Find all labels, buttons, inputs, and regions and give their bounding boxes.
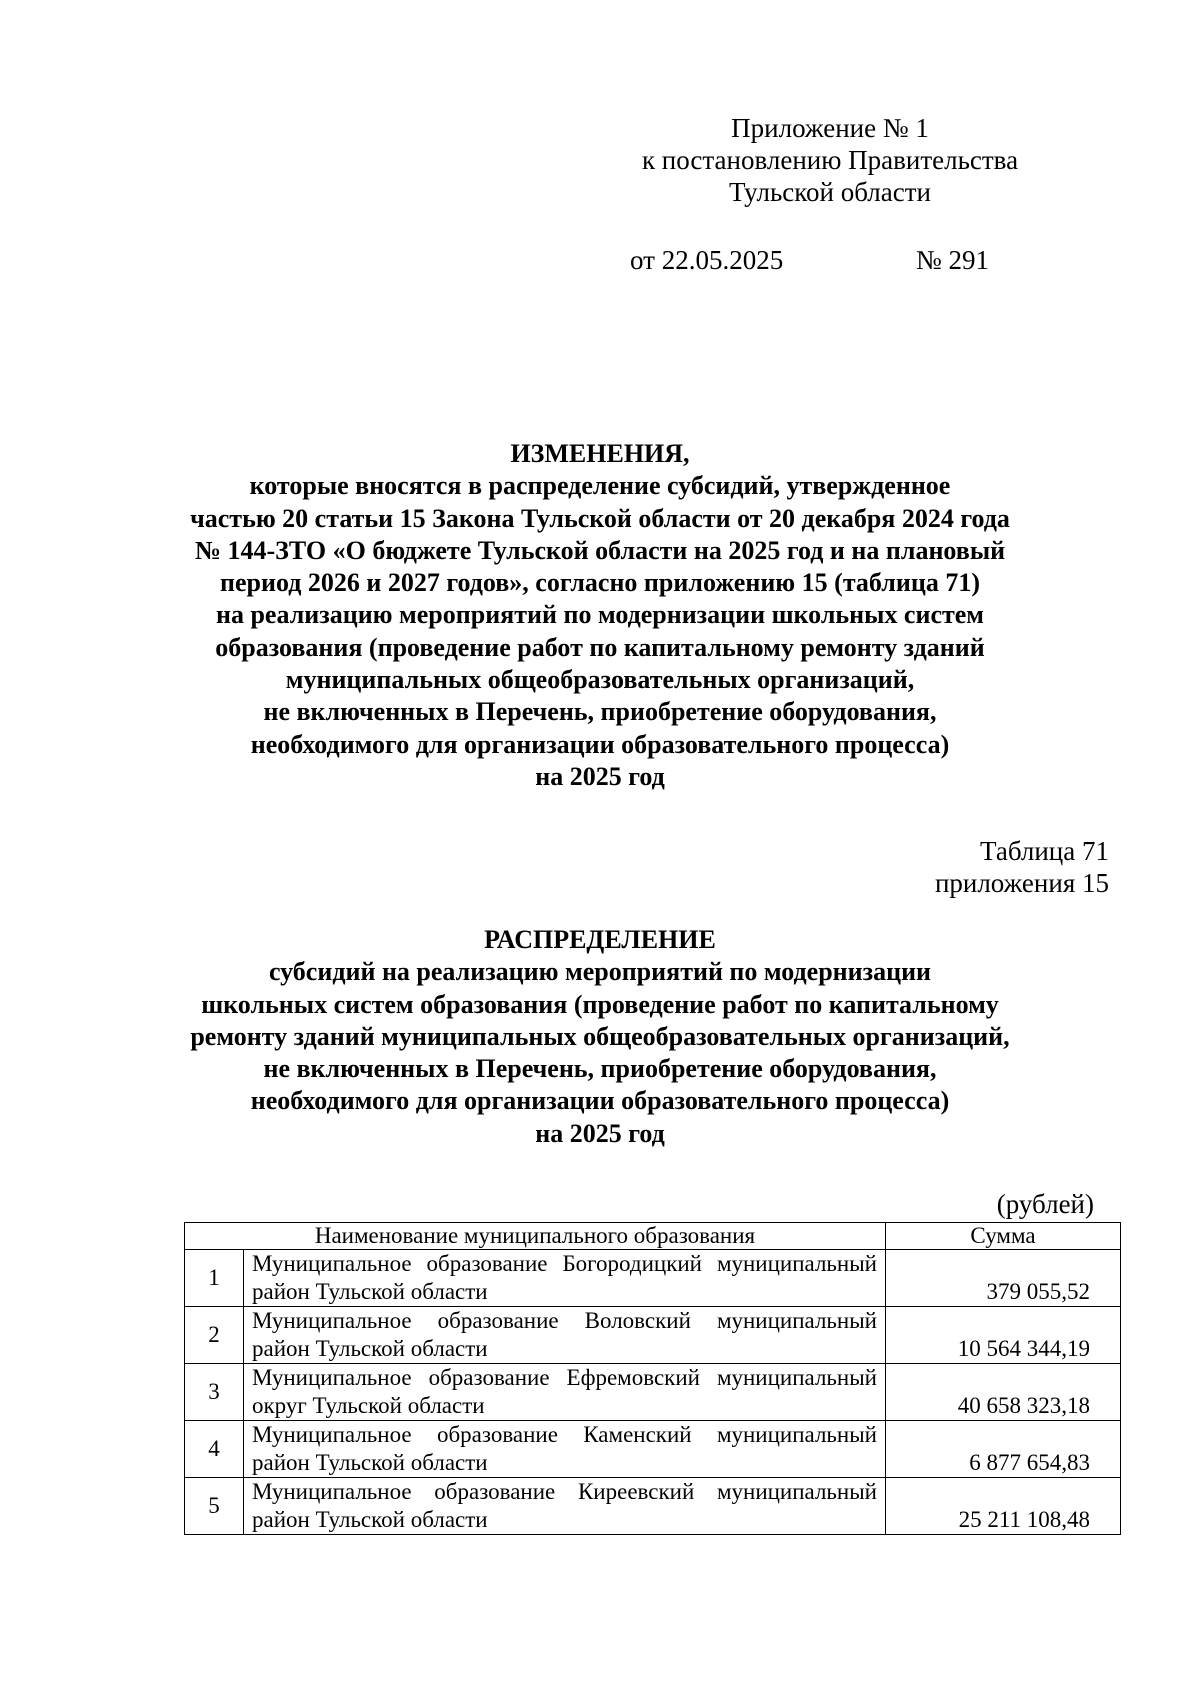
- appendix-resolution: к постановлению Правительства: [641, 145, 1019, 175]
- distribution-line: необходимого для организации образовательного процесса): [250, 1086, 950, 1116]
- row-name-line: район Тульской области: [252, 1336, 488, 1361]
- row-name: [244, 1250, 886, 1307]
- table-number: Таблица 71: [980, 836, 1109, 866]
- row-name-line: Муниципальное образование Богородицкий муниципальный: [252, 1251, 877, 1276]
- row-name: [244, 1421, 886, 1478]
- row-name: [244, 1307, 886, 1364]
- table-row: [185, 1250, 1121, 1307]
- changes-heading: ИЗМЕНЕНИЯ,: [510, 439, 690, 468]
- distribution-line: школьных систем образования (проведение работ по капитальному: [201, 989, 999, 1019]
- distribution-line: не включенных в Перечень, приобретение оборудования,: [263, 1054, 937, 1084]
- changes-line: не включенных в Перечень, приобретение оборудования,: [263, 697, 937, 727]
- units-label: (рублей): [996, 1189, 1094, 1219]
- decree-number: № 291: [916, 245, 990, 275]
- row-number: 3: [185, 1364, 244, 1421]
- row-name-line: район Тульской области: [252, 1450, 488, 1475]
- changes-title: [150, 438, 1050, 793]
- distribution-title: [150, 924, 1050, 1150]
- decree-date: от 22.05.2025: [630, 245, 784, 275]
- distribution-line: ремонту зданий муниципальных общеобразовательных организаций,: [190, 1021, 1010, 1051]
- row-name: [244, 1478, 886, 1535]
- appendix-header: [600, 112, 1060, 208]
- changes-line: образования (проведение работ по капитальному ремонту зданий: [215, 632, 985, 662]
- row-name-line: Муниципальное образование Киреевский муниципальный: [252, 1479, 877, 1504]
- appendix-reference: приложения 15: [934, 868, 1109, 898]
- row-sum: 379 055,52: [886, 1250, 1121, 1307]
- row-sum: 40 658 323,18: [886, 1364, 1121, 1421]
- distribution-heading: РАСПРЕДЕЛЕНИЕ: [484, 925, 716, 954]
- row-number: 5: [185, 1478, 244, 1535]
- row-name-line: округ Тульской области: [252, 1393, 485, 1418]
- changes-line: необходимого для организации образовательного процесса): [250, 729, 950, 759]
- row-name-line: район Тульской области: [252, 1279, 488, 1304]
- changes-line: муниципальных общеобразовательных организаций,: [285, 665, 915, 695]
- row-name-line: Муниципальное образование Воловский муниципальный: [252, 1308, 877, 1333]
- changes-line: период 2026 и 2027 годов», согласно приложению 15 (таблица 71): [220, 568, 980, 598]
- table-row: [185, 1478, 1121, 1535]
- distribution-table: [184, 1222, 1121, 1535]
- row-number: 4: [185, 1421, 244, 1478]
- header-name: Наименование муниципального образования: [185, 1223, 886, 1250]
- row-name: [244, 1364, 886, 1421]
- row-name-line: Муниципальное образование Ефремовский муниципальный: [252, 1365, 877, 1390]
- table-row: [185, 1364, 1121, 1421]
- table-row: [185, 1307, 1121, 1364]
- row-sum: 6 877 654,83: [886, 1421, 1121, 1478]
- row-sum: 10 564 344,19: [886, 1307, 1121, 1364]
- row-number: 2: [185, 1307, 244, 1364]
- changes-line: № 144-ЗТО «О бюджете Тульской области на 2025 год и на плановый: [194, 535, 1006, 565]
- row-name-line: Муниципальное образование Каменский муниципальный: [252, 1422, 877, 1447]
- table-header-row: [185, 1223, 1121, 1250]
- appendix-region: Тульской области: [729, 177, 931, 207]
- distribution-line: субсидий на реализацию мероприятий по модернизации: [268, 957, 932, 987]
- table-reference: [935, 835, 1109, 899]
- changes-line: которые вносятся в распределение субсидий, утвержденное: [249, 471, 951, 501]
- header-sum: Сумма: [886, 1223, 1121, 1250]
- changes-line: частью 20 статьи 15 Закона Тульской области от 20 декабря 2024 года: [190, 503, 1010, 533]
- row-sum: 25 211 108,48: [886, 1478, 1121, 1535]
- row-name-line: район Тульской области: [252, 1507, 488, 1532]
- row-number: 1: [185, 1250, 244, 1307]
- changes-line: на 2025 год: [535, 761, 665, 791]
- changes-line: на реализацию мероприятий по модернизации школьных систем: [215, 600, 985, 630]
- appendix-number: Приложение № 1: [731, 113, 929, 143]
- table-row: [185, 1421, 1121, 1478]
- distribution-line: на 2025 год: [535, 1118, 665, 1148]
